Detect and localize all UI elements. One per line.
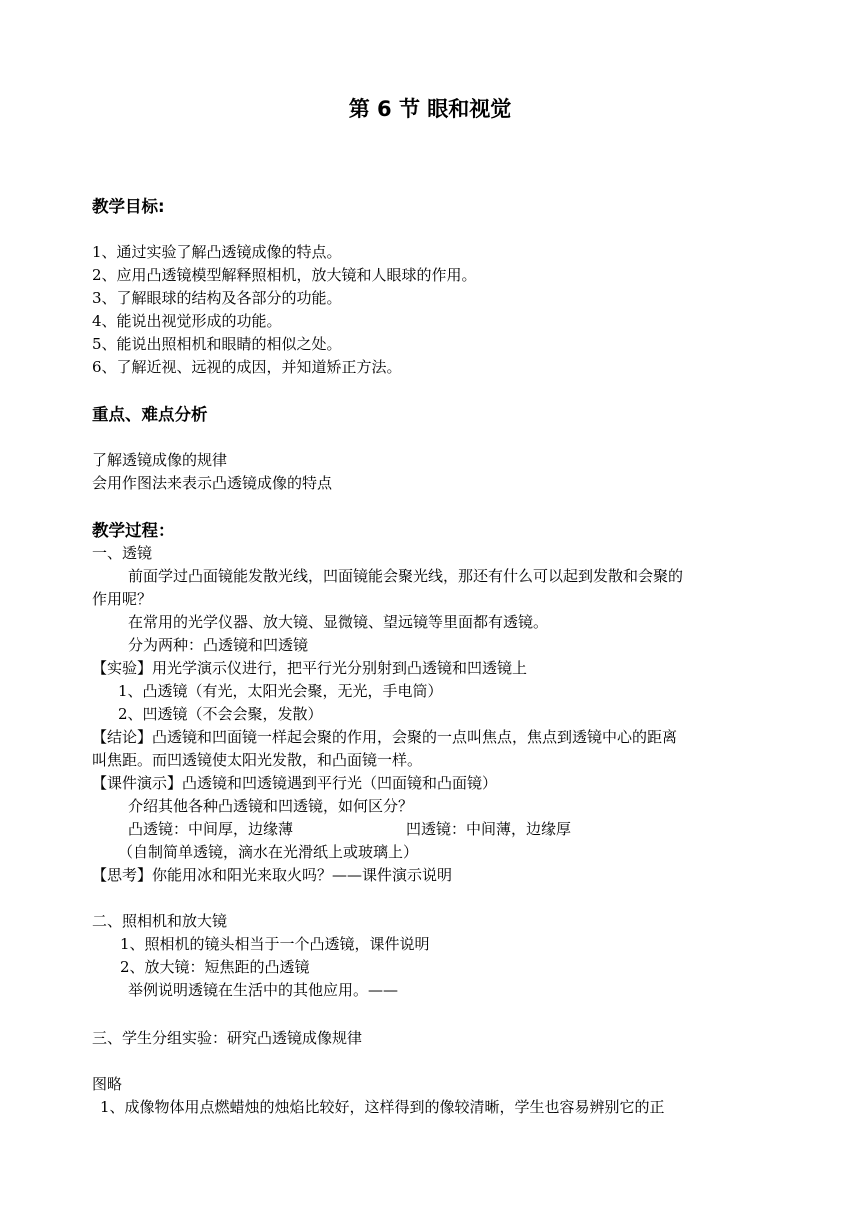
- experiment-item: 1、凸透镜（有光，太阳光会聚，无光，手电筒）: [118, 682, 443, 700]
- convex-description: 凸透镜：中间厚，边缘薄: [128, 820, 294, 838]
- section-title: 二、照相机和放大镜: [92, 912, 228, 930]
- paragraph-line: 作用呢？: [92, 590, 153, 608]
- experiment-note: 【实验】用光学演示仪进行，把平行光分别射到凸透镜和凹透镜上: [92, 659, 528, 677]
- objective-item: 2、应用凸透镜模型解释照相机，放大镜和人眼球的作用。: [92, 266, 477, 284]
- paragraph-line: 介绍其他各种凸透镜和凹透镜，如何区分？: [128, 797, 414, 815]
- paragraph-line: 分为两种：凸透镜和凹透镜: [128, 636, 309, 654]
- conclusion-line: 叫焦距。而凹透镜使太阳光发散，和凸面镜一样。: [92, 751, 423, 769]
- concave-description: 凹透镜：中间薄，边缘厚: [406, 820, 572, 838]
- list-item: 1、成像物体用点燃蜡烛的烛焰比较好，这样得到的像较清晰，学生也容易辨别它的正: [100, 1098, 665, 1116]
- experiment-item: 2、凹透镜（不会会聚，发散）: [118, 705, 323, 723]
- conclusion-line: 【结论】凸透镜和凹面镜一样起会聚的作用，会聚的一点叫焦点，焦点到透镜中心的距离: [92, 728, 678, 746]
- paragraph-line: 在常用的光学仪器、放大镜、显微镜、望远镜等里面都有透镜。: [128, 613, 549, 631]
- keypoint-item: 了解透镜成像的规律: [92, 451, 228, 469]
- objective-item: 5、能说出照相机和眼睛的相似之处。: [92, 335, 342, 353]
- process-heading: 教学过程：: [92, 521, 175, 540]
- figure-note: 图略: [92, 1075, 123, 1093]
- objective-item: 6、了解近视、远视的成因，并知道矫正方法。: [92, 358, 402, 376]
- think-note: 【思考】你能用冰和阳光来取火吗？——课件演示说明: [92, 866, 453, 884]
- list-item: 1、照相机的镜头相当于一个凸透镜，课件说明: [120, 935, 430, 953]
- objective-item: 3、了解眼球的结构及各部分的功能。: [92, 289, 342, 307]
- paragraph-line: 前面学过凸面镜能发散光线，凹面镜能会聚光线，那还有什么可以起到发散和会聚的: [128, 567, 684, 585]
- objectives-heading: 教学目标:: [92, 197, 165, 216]
- section-title: 三、学生分组实验：研究凸透镜成像规律: [92, 1029, 363, 1047]
- objective-item: 4、能说出视觉形成的功能。: [92, 312, 282, 330]
- objective-item: 1、通过实验了解凸透镜成像的特点。: [92, 243, 342, 261]
- paragraph-line: 举例说明透镜在生活中的其他应用。——: [128, 981, 399, 999]
- keypoint-item: 会用作图法来表示凸透镜成像的特点: [92, 474, 333, 492]
- page-title: 第 6 节 眼和视觉: [348, 97, 512, 121]
- list-item: 2、放大镜：短焦距的凸透镜: [120, 958, 310, 976]
- demo-note: 【课件演示】凸透镜和凹透镜遇到平行光（凹面镜和凸面镜）: [92, 774, 498, 792]
- keypoints-heading: 重点、难点分析: [92, 405, 208, 424]
- paragraph-line: （自制简单透镜，滴水在光滑纸上或玻璃上）: [118, 843, 419, 861]
- section-title: 一、透镜: [92, 544, 153, 562]
